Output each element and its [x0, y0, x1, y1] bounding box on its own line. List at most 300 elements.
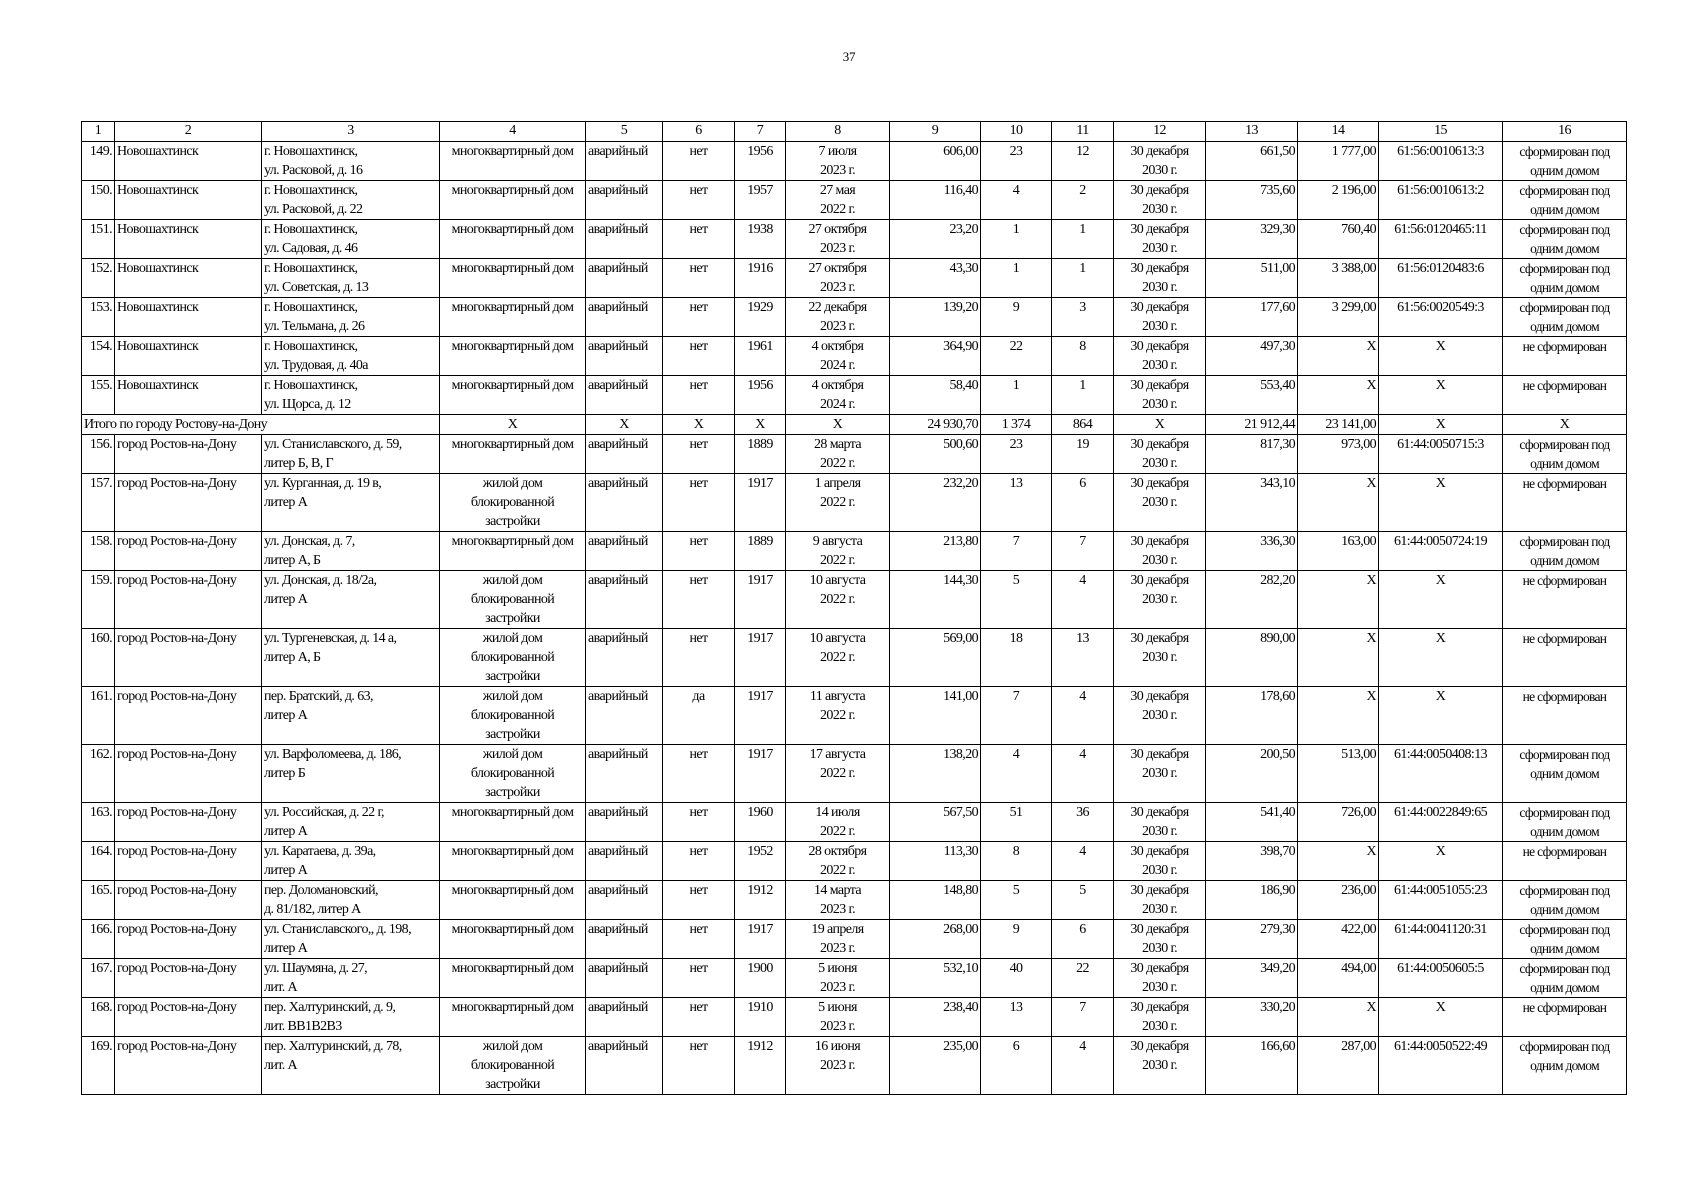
- land-status-line: сформирован под: [1519, 747, 1610, 762]
- cell-municipality: город Ростов-на-Дону: [115, 435, 262, 474]
- recognition-date-line: 2022 г.: [820, 456, 855, 471]
- land-status-line: сформирован под: [1519, 222, 1610, 237]
- cell-rooms-count: 4: [1052, 745, 1114, 803]
- cell-condition: аварийный: [586, 745, 663, 803]
- planned-date-line: 30 декабря: [1130, 747, 1189, 762]
- cell-cadastral-number: 61:44:0051055:23: [1379, 881, 1503, 920]
- cell-row-number: 150.: [82, 181, 115, 220]
- recognition-date-line: 2022 г.: [820, 495, 855, 510]
- cell-planned-date: [1114, 687, 1206, 745]
- land-status-line: не сформирован: [1522, 631, 1607, 646]
- building-type-line: застройки: [485, 514, 540, 529]
- table-row: [82, 920, 1627, 959]
- address-line: ул. Щорса, д. 12: [264, 397, 351, 412]
- cell-build-year: 1938: [735, 220, 786, 259]
- cell-land-area: 329,30: [1206, 220, 1298, 259]
- cell-flag: нет: [663, 337, 735, 376]
- cell-rooms-count: 4: [1052, 571, 1114, 629]
- cell-planned-date: [1114, 745, 1206, 803]
- cell-municipality: Новошахтинск: [115, 298, 262, 337]
- recognition-date-line: 2023 г.: [820, 163, 855, 178]
- cell-recognition-date: [786, 220, 890, 259]
- table-row: [82, 337, 1627, 376]
- building-type-line: многоквартирный дом: [451, 144, 574, 159]
- cell-land-plot-area: X: [1298, 474, 1379, 532]
- cell-land-area: 735,60: [1206, 181, 1298, 220]
- recognition-date-line: 10 августа: [809, 631, 866, 646]
- cell-land-status: [1503, 571, 1627, 629]
- planned-date-line: 2030 г.: [1142, 397, 1177, 412]
- cell-recognition-date: [786, 959, 890, 998]
- cell-land-plot-area: X: [1298, 376, 1379, 415]
- total-value: 864: [1052, 415, 1114, 435]
- cell-rooms-count: 22: [1052, 959, 1114, 998]
- cell-cadastral-number: 61:56:0010613:2: [1379, 181, 1503, 220]
- cell-condition: аварийный: [586, 803, 663, 842]
- cell-rooms-count: 36: [1052, 803, 1114, 842]
- cell-build-year: 1917: [735, 745, 786, 803]
- cell-build-year: 1917: [735, 629, 786, 687]
- cell-cadastral-number: 61:44:0050522:49: [1379, 1037, 1503, 1095]
- building-type-line: застройки: [485, 1077, 540, 1092]
- cell-address: [262, 571, 440, 629]
- cell-build-year: 1912: [735, 881, 786, 920]
- cell-municipality: город Ростов-на-Дону: [115, 474, 262, 532]
- cell-recognition-date: [786, 842, 890, 881]
- cell-residents-count: 18: [981, 629, 1052, 687]
- cell-land-status: [1503, 474, 1627, 532]
- cell-row-number: 152.: [82, 259, 115, 298]
- cell-area: 532,10: [890, 959, 981, 998]
- cell-area: 43,30: [890, 259, 981, 298]
- building-type-line: жилой дом: [482, 689, 543, 704]
- cell-land-area: 282,20: [1206, 571, 1298, 629]
- cell-land-status: [1503, 181, 1627, 220]
- cell-cadastral-number: X: [1379, 474, 1503, 532]
- cell-address: [262, 629, 440, 687]
- cell-address: [262, 881, 440, 920]
- planned-date-line: 2030 г.: [1142, 553, 1177, 568]
- cell-area: 58,40: [890, 376, 981, 415]
- cell-residents-count: 1: [981, 220, 1052, 259]
- cell-residents-count: 13: [981, 474, 1052, 532]
- cell-building-type: [440, 687, 586, 745]
- land-status-line: одним домом: [1530, 766, 1599, 781]
- land-status-line: одним домом: [1530, 163, 1599, 178]
- cell-land-area: 186,90: [1206, 881, 1298, 920]
- cell-building-type: [440, 298, 586, 337]
- cell-build-year: 1900: [735, 959, 786, 998]
- cell-residents-count: 23: [981, 435, 1052, 474]
- building-type-line: блокированной: [470, 495, 555, 510]
- cell-build-year: 1917: [735, 687, 786, 745]
- planned-date-line: 2030 г.: [1142, 824, 1177, 839]
- cell-address: [262, 842, 440, 881]
- planned-date-line: 30 декабря: [1130, 1000, 1189, 1015]
- table-row: [82, 687, 1627, 745]
- building-type-line: жилой дом: [482, 747, 543, 762]
- recognition-date-line: 2024 г.: [820, 397, 855, 412]
- cell-recognition-date: [786, 920, 890, 959]
- cell-condition: аварийный: [586, 998, 663, 1037]
- cell-address: [262, 259, 440, 298]
- cell-rooms-count: 1: [1052, 259, 1114, 298]
- cell-flag: нет: [663, 842, 735, 881]
- cell-rooms-count: 4: [1052, 1037, 1114, 1095]
- planned-date-line: 30 декабря: [1130, 534, 1189, 549]
- cell-residents-count: 8: [981, 842, 1052, 881]
- cell-flag: нет: [663, 181, 735, 220]
- cell-building-type: [440, 1037, 586, 1095]
- planned-date-line: 30 декабря: [1130, 222, 1189, 237]
- cell-planned-date: [1114, 629, 1206, 687]
- building-type-line: жилой дом: [482, 476, 543, 491]
- cell-rooms-count: 1: [1052, 376, 1114, 415]
- building-type-line: многоквартирный дом: [451, 1000, 574, 1015]
- total-value: 1 374: [981, 415, 1052, 435]
- cell-condition: аварийный: [586, 259, 663, 298]
- cell-condition: аварийный: [586, 959, 663, 998]
- recognition-date-line: 11 августа: [809, 689, 866, 704]
- land-status-line: не сформирован: [1522, 1000, 1607, 1015]
- building-type-line: застройки: [485, 669, 540, 684]
- cell-rooms-count: 6: [1052, 920, 1114, 959]
- cell-build-year: 1961: [735, 337, 786, 376]
- column-number: 5: [586, 122, 663, 142]
- table-row: [82, 181, 1627, 220]
- cell-address: [262, 435, 440, 474]
- cell-rooms-count: 7: [1052, 532, 1114, 571]
- total-value: 24 930,70: [890, 415, 981, 435]
- building-type-line: блокированной: [470, 708, 555, 723]
- cell-land-plot-area: 3 299,00: [1298, 298, 1379, 337]
- cell-row-number: 154.: [82, 337, 115, 376]
- cell-municipality: город Ростов-на-Дону: [115, 687, 262, 745]
- cell-recognition-date: [786, 181, 890, 220]
- address-line: лит. А: [264, 1058, 298, 1073]
- cell-land-plot-area: X: [1298, 629, 1379, 687]
- recognition-date-line: 17 августа: [809, 747, 866, 762]
- cell-land-status: [1503, 259, 1627, 298]
- cell-row-number: 167.: [82, 959, 115, 998]
- total-label: Итого по городу Ростову-на-Дону: [82, 415, 440, 435]
- cell-row-number: 158.: [82, 532, 115, 571]
- address-line: ул. Донская, д. 7,: [264, 534, 355, 549]
- planned-date-line: 2030 г.: [1142, 708, 1177, 723]
- cell-planned-date: [1114, 998, 1206, 1037]
- cell-condition: аварийный: [586, 842, 663, 881]
- cell-row-number: 159.: [82, 571, 115, 629]
- cell-build-year: 1957: [735, 181, 786, 220]
- table-row: [82, 142, 1627, 181]
- address-line: пер. Халтуринский, д. 78,: [264, 1039, 402, 1054]
- cell-condition: аварийный: [586, 474, 663, 532]
- cell-rooms-count: 2: [1052, 181, 1114, 220]
- cell-building-type: [440, 803, 586, 842]
- cell-residents-count: 7: [981, 532, 1052, 571]
- planned-date-line: 2030 г.: [1142, 592, 1177, 607]
- total-value: X: [440, 415, 586, 435]
- recognition-date-line: 4 октября: [811, 339, 864, 354]
- cell-municipality: Новошахтинск: [115, 376, 262, 415]
- address-line: ул. Тельмана, д. 26: [264, 319, 365, 334]
- land-status-line: одним домом: [1530, 241, 1599, 256]
- cell-land-plot-area: 287,00: [1298, 1037, 1379, 1095]
- cell-condition: аварийный: [586, 337, 663, 376]
- cell-area: 500,60: [890, 435, 981, 474]
- cell-row-number: 160.: [82, 629, 115, 687]
- cell-condition: аварийный: [586, 881, 663, 920]
- building-type-line: жилой дом: [482, 1039, 543, 1054]
- column-number: 7: [735, 122, 786, 142]
- planned-date-line: 30 декабря: [1130, 689, 1189, 704]
- planned-date-line: 30 декабря: [1130, 378, 1189, 393]
- cell-flag: нет: [663, 881, 735, 920]
- cell-land-area: 497,30: [1206, 337, 1298, 376]
- address-line: литер А: [264, 941, 308, 956]
- address-line: литер А: [264, 824, 308, 839]
- cell-cadastral-number: 61:56:0010613:3: [1379, 142, 1503, 181]
- table-row: [82, 629, 1627, 687]
- land-status-line: сформирован под: [1519, 183, 1610, 198]
- cell-flag: нет: [663, 142, 735, 181]
- cell-land-plot-area: 726,00: [1298, 803, 1379, 842]
- land-status-line: не сформирован: [1522, 573, 1607, 588]
- address-line: литер А, Б: [264, 650, 321, 665]
- cell-condition: аварийный: [586, 435, 663, 474]
- table-row: [82, 532, 1627, 571]
- land-status-line: не сформирован: [1522, 378, 1607, 393]
- cell-flag: нет: [663, 629, 735, 687]
- cell-municipality: город Ростов-на-Дону: [115, 745, 262, 803]
- cell-address: [262, 1037, 440, 1095]
- building-type-line: многоквартирный дом: [451, 183, 574, 198]
- planned-date-line: 30 декабря: [1130, 261, 1189, 276]
- cell-residents-count: 40: [981, 959, 1052, 998]
- recognition-date-line: 2024 г.: [820, 358, 855, 373]
- cell-land-status: [1503, 745, 1627, 803]
- cell-planned-date: [1114, 298, 1206, 337]
- address-line: ул. Расковой, д. 22: [264, 202, 363, 217]
- address-line: литер Б, В, Г: [264, 456, 333, 471]
- cell-area: 232,20: [890, 474, 981, 532]
- recognition-date-line: 28 марта: [814, 437, 861, 452]
- planned-date-line: 2030 г.: [1142, 241, 1177, 256]
- table-row: [82, 998, 1627, 1037]
- table-row: [82, 842, 1627, 881]
- cell-land-status: [1503, 803, 1627, 842]
- cell-row-number: 164.: [82, 842, 115, 881]
- cell-land-status: [1503, 298, 1627, 337]
- planned-date-line: 30 декабря: [1130, 144, 1189, 159]
- recognition-date-line: 2023 г.: [820, 241, 855, 256]
- cell-flag: нет: [663, 532, 735, 571]
- cell-rooms-count: 4: [1052, 842, 1114, 881]
- address-line: ул. Шаумяна, д. 27,: [264, 961, 368, 976]
- cell-recognition-date: [786, 259, 890, 298]
- building-type-line: многоквартирный дом: [451, 437, 574, 452]
- recognition-date-line: 2022 г.: [820, 863, 855, 878]
- cell-land-plot-area: 3 388,00: [1298, 259, 1379, 298]
- cell-area: 141,00: [890, 687, 981, 745]
- cell-cadastral-number: 61:56:0120465:11: [1379, 220, 1503, 259]
- cell-land-area: 553,40: [1206, 376, 1298, 415]
- column-number: 11: [1052, 122, 1114, 142]
- cell-row-number: 169.: [82, 1037, 115, 1095]
- cell-flag: нет: [663, 803, 735, 842]
- cell-row-number: 155.: [82, 376, 115, 415]
- planned-date-line: 2030 г.: [1142, 319, 1177, 334]
- recognition-date-line: 10 августа: [809, 573, 866, 588]
- address-line: ул. Варфоломеева, д. 186,: [264, 747, 402, 762]
- cell-flag: нет: [663, 1037, 735, 1095]
- address-line: ул. Курганная, д. 19 в,: [264, 476, 382, 491]
- cell-building-type: [440, 998, 586, 1037]
- cell-condition: аварийный: [586, 532, 663, 571]
- cell-rooms-count: 12: [1052, 142, 1114, 181]
- cell-municipality: город Ростов-на-Дону: [115, 881, 262, 920]
- cell-build-year: 1916: [735, 259, 786, 298]
- cell-address: [262, 745, 440, 803]
- land-status-line: одним домом: [1530, 980, 1599, 995]
- cell-build-year: 1889: [735, 532, 786, 571]
- address-line: г. Новошахтинск,: [264, 300, 358, 315]
- land-status-line: сформирован под: [1519, 261, 1610, 276]
- cell-condition: аварийный: [586, 687, 663, 745]
- building-type-line: блокированной: [470, 650, 555, 665]
- cell-residents-count: 1: [981, 376, 1052, 415]
- address-line: ул. Советская, д. 13: [264, 280, 369, 295]
- cell-build-year: 1917: [735, 920, 786, 959]
- building-type-line: многоквартирный дом: [451, 378, 574, 393]
- cell-planned-date: [1114, 435, 1206, 474]
- address-line: пер. Доломановский,: [264, 883, 378, 898]
- land-status-line: одним домом: [1530, 1058, 1599, 1073]
- cell-address: [262, 474, 440, 532]
- address-line: ул. Каратаева, д. 39а,: [264, 844, 376, 859]
- recognition-date-line: 28 октября: [808, 844, 867, 859]
- cell-planned-date: [1114, 376, 1206, 415]
- cell-planned-date: [1114, 259, 1206, 298]
- address-line: пер. Братский, д. 63,: [264, 689, 373, 704]
- cell-rooms-count: 4: [1052, 687, 1114, 745]
- cell-building-type: [440, 142, 586, 181]
- cell-residents-count: 13: [981, 998, 1052, 1037]
- column-number: 6: [663, 122, 735, 142]
- cell-condition: аварийный: [586, 920, 663, 959]
- cell-address: [262, 532, 440, 571]
- total-value: X: [586, 415, 663, 435]
- cell-land-area: 166,60: [1206, 1037, 1298, 1095]
- cell-land-plot-area: 236,00: [1298, 881, 1379, 920]
- cell-row-number: 166.: [82, 920, 115, 959]
- planned-date-line: 2030 г.: [1142, 456, 1177, 471]
- cell-building-type: [440, 842, 586, 881]
- recognition-date-line: 1 апреля: [814, 476, 861, 491]
- table-row: [82, 474, 1627, 532]
- cell-row-number: 168.: [82, 998, 115, 1037]
- cell-land-status: [1503, 376, 1627, 415]
- cell-rooms-count: 7: [1052, 998, 1114, 1037]
- land-status-line: сформирован под: [1519, 437, 1610, 452]
- cell-flag: нет: [663, 920, 735, 959]
- cell-residents-count: 6: [981, 1037, 1052, 1095]
- cell-building-type: [440, 435, 586, 474]
- cell-land-area: 398,70: [1206, 842, 1298, 881]
- cell-residents-count: 5: [981, 881, 1052, 920]
- recognition-date-line: 16 июня: [814, 1039, 861, 1054]
- recognition-date-line: 2022 г.: [820, 650, 855, 665]
- cell-flag: нет: [663, 959, 735, 998]
- recognition-date-line: 5 июня: [818, 1000, 857, 1015]
- cell-build-year: 1910: [735, 998, 786, 1037]
- planned-date-line: 30 декабря: [1130, 339, 1189, 354]
- building-type-line: жилой дом: [482, 573, 543, 588]
- cell-row-number: 153.: [82, 298, 115, 337]
- table-row: [82, 803, 1627, 842]
- cell-recognition-date: [786, 629, 890, 687]
- cell-recognition-date: [786, 571, 890, 629]
- cell-building-type: [440, 959, 586, 998]
- recognition-date-line: 22 декабря: [808, 300, 867, 315]
- cell-cadastral-number: 61:44:0050715:3: [1379, 435, 1503, 474]
- cell-land-area: 661,50: [1206, 142, 1298, 181]
- cell-land-status: [1503, 959, 1627, 998]
- building-type-line: блокированной: [470, 766, 555, 781]
- cell-land-status: [1503, 881, 1627, 920]
- table-row: [82, 745, 1627, 803]
- cell-flag: нет: [663, 571, 735, 629]
- planned-date-line: 30 декабря: [1130, 844, 1189, 859]
- cell-planned-date: [1114, 474, 1206, 532]
- cell-residents-count: 51: [981, 803, 1052, 842]
- cell-residents-count: 9: [981, 298, 1052, 337]
- cell-planned-date: [1114, 220, 1206, 259]
- recognition-date-line: 2022 г.: [820, 766, 855, 781]
- cell-planned-date: [1114, 181, 1206, 220]
- recognition-date-line: 5 июня: [818, 961, 857, 976]
- cell-build-year: 1956: [735, 376, 786, 415]
- cell-building-type: [440, 920, 586, 959]
- cell-land-plot-area: X: [1298, 337, 1379, 376]
- cell-condition: аварийный: [586, 1037, 663, 1095]
- cell-flag: нет: [663, 745, 735, 803]
- cell-area: 213,80: [890, 532, 981, 571]
- address-line: литер А, Б: [264, 553, 321, 568]
- cell-planned-date: [1114, 881, 1206, 920]
- land-status-line: не сформирован: [1522, 844, 1607, 859]
- cell-planned-date: [1114, 337, 1206, 376]
- cell-row-number: 165.: [82, 881, 115, 920]
- cell-area: 238,40: [890, 998, 981, 1037]
- table-row: [82, 259, 1627, 298]
- planned-date-line: 30 декабря: [1130, 631, 1189, 646]
- cell-flag: нет: [663, 474, 735, 532]
- planned-date-line: 30 декабря: [1130, 573, 1189, 588]
- cell-row-number: 149.: [82, 142, 115, 181]
- table-row: [82, 1037, 1627, 1095]
- cell-planned-date: [1114, 142, 1206, 181]
- cell-build-year: 1929: [735, 298, 786, 337]
- land-status-line: сформирован под: [1519, 961, 1610, 976]
- cell-condition: аварийный: [586, 376, 663, 415]
- cell-building-type: [440, 532, 586, 571]
- cell-land-area: 343,10: [1206, 474, 1298, 532]
- column-number: 14: [1298, 122, 1379, 142]
- land-status-line: не сформирован: [1522, 339, 1607, 354]
- cell-flag: да: [663, 687, 735, 745]
- planned-date-line: 30 декабря: [1130, 183, 1189, 198]
